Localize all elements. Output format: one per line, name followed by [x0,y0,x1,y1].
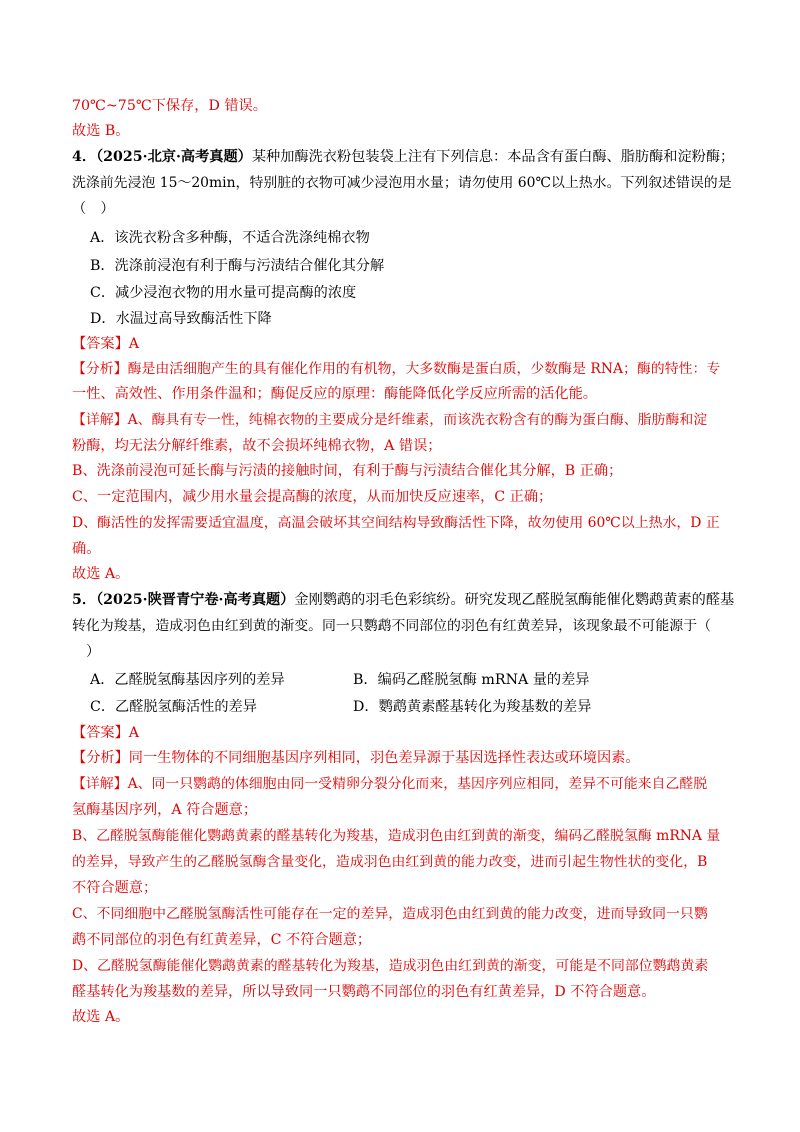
previous-detail-tail: 70℃~75℃下保存，D 错误。 [72,98,267,114]
q5-detail-line-3: B、乙醛脱氢酶能催化鹦鹉黄素的醛基转化为羧基，造成羽色由红到黄的渐变，编码乙醛脱氢酶 mRNA 量 [72,828,721,844]
q5-stem-line-3: ） [86,644,101,660]
q5-detail-line-1: 【详解】A、同一只鹦鹉的体细胞由同一受精卵分裂分化而来，基因序列应相同，差异不可能来自乙醛脱 [72,776,708,792]
q4-stem-line-3: （ ） [72,201,115,217]
q4-stem-text-1: 某种加酶洗衣粉包装袋上注有下列信息：本品含有蛋白酶、脂肪酶和淀粉酶； [251,149,735,165]
previous-final-answer: 故选 B。 [72,123,130,139]
q5-stem-line-2: 转化为羧基，造成羽色由红到黄的渐变。同一只鹦鹉不同部位的羽色有红黄差异，该现象最不可能源于（ [72,618,711,634]
q5-detail-line-4: 的差异，导致产生的乙醛脱氢酶含量变化，造成羽色由红到黄的能力改变，进而引起生物性状的变化，B [72,854,708,870]
q4-analysis-line-1: 【分析】酶是由活细胞产生的具有催化作用的有机物，大多数酶是蛋白质，少数酶是 RNA；酶的特性：专 [72,361,721,377]
q5-stem-text-1: 金刚鹦鹉的羽毛色彩缤纷。研究发现乙醛脱氢酶能催化鹦鹉黄素的醛基 [294,592,735,608]
q4-option-c: C．减少浸泡衣物的用水量可提高酶的浓度 [90,285,357,301]
q4-source: （2025·北京·高考真题） [96,149,252,165]
q5-detail-line-8: D、乙醛脱氢酶能催化鹦鹉黄素的醛基转化为羧基，造成羽色由红到黄的渐变，可能是不同部位鹦鹉黄素 [72,958,709,974]
q4-option-b: B．洗涤前浸泡有利于酶与污渍结合催化其分解 [90,258,385,274]
q4-detail-line-6: 确。 [72,541,101,557]
q4-number: 4． [72,149,97,165]
q5-analysis-line-1: 【分析】同一生物体的不同细胞基因序列相同，羽色差异源于基因选择性表达或环境因素。 [72,750,640,766]
q5-stem-line-1 [72,590,735,610]
q5-option-d: D．鹦鹉黄素醛基转化为羧基数的差异 [353,699,592,715]
q4-stem-line-2: 洗涤前先浸泡 15～20min，特别脏的衣物可减少浸泡用水量；请勿使用 60℃以上热水。下列叙述错误的是 [72,175,732,191]
q5-detail-line-9: 醛基转化为羧基数的差异，所以导致同一只鹦鹉不同部位的羽色有红黄差异，D 不符合题意。 [72,984,656,1000]
q5-detail-line-7: 鹉不同部位的羽色有红黄差异，C 不符合题意； [72,932,372,948]
q4-detail-line-4: C、一定范围内，减少用水量会提高酶的浓度，从而加快反应速率，C 正确； [72,489,553,505]
q5-number: 5． [72,592,97,608]
q4-detail-line-2: 粉酶，均无法分解纤维素，故不会损坏纯棉衣物，A 错误； [72,438,442,454]
q4-detail-line-3: B、洗涤前浸泡可延长酶与污渍的接触时间，有利于酶与污渍结合催化其分解，B 正确； [72,463,623,479]
q4-analysis-line-2: 一性、高效性、作用条件温和；酶促反应的原理：酶能降低化学反应所需的活化能。 [72,386,597,402]
q5-detail-line-6: C、不同细胞中乙醛脱氢酶活性可能存在一定的差异，造成羽色由红到黄的能力改变，进而导致同一只鹦 [72,906,708,922]
q5-final-answer: 故选 A。 [72,1009,130,1025]
q4-stem-line-1 [72,147,735,167]
q5-option-c: C．乙醛脱氢酶活性的差异 [90,699,257,715]
q5-detail-line-5: 不符合题意； [72,880,158,896]
q5-source: （2025·陕晋青宁卷·高考真题） [96,592,295,608]
q5-answer: 【答案】A [72,725,139,741]
q4-detail-line-1: 【详解】A、酶具有专一性，纯棉衣物的主要成分是纤维素，而该洗衣粉含有的酶为蛋白酶、脂肪酶和淀 [72,412,708,428]
q4-option-a: A．该洗衣粉含多种酶，不适合洗涤纯棉衣物 [90,230,370,246]
q5-detail-line-2: 氢酶基因序列，A 符合题意； [72,802,258,818]
q5-option-b: B．编码乙醛脱氢酶 mRNA 量的差异 [353,672,590,688]
q5-option-a: A．乙醛脱氢酶基因序列的差异 [90,672,285,688]
q4-final-answer: 故选 A。 [72,566,130,582]
q4-option-d: D．水温过高导致酶活性下降 [90,311,272,327]
q4-answer: 【答案】A [72,336,139,352]
q4-detail-line-5: D、酶活性的发挥需要适宜温度，高温会破坏其空间结构导致酶活性下降，故勿使用 60℃以上热水，D 正 [72,515,720,531]
